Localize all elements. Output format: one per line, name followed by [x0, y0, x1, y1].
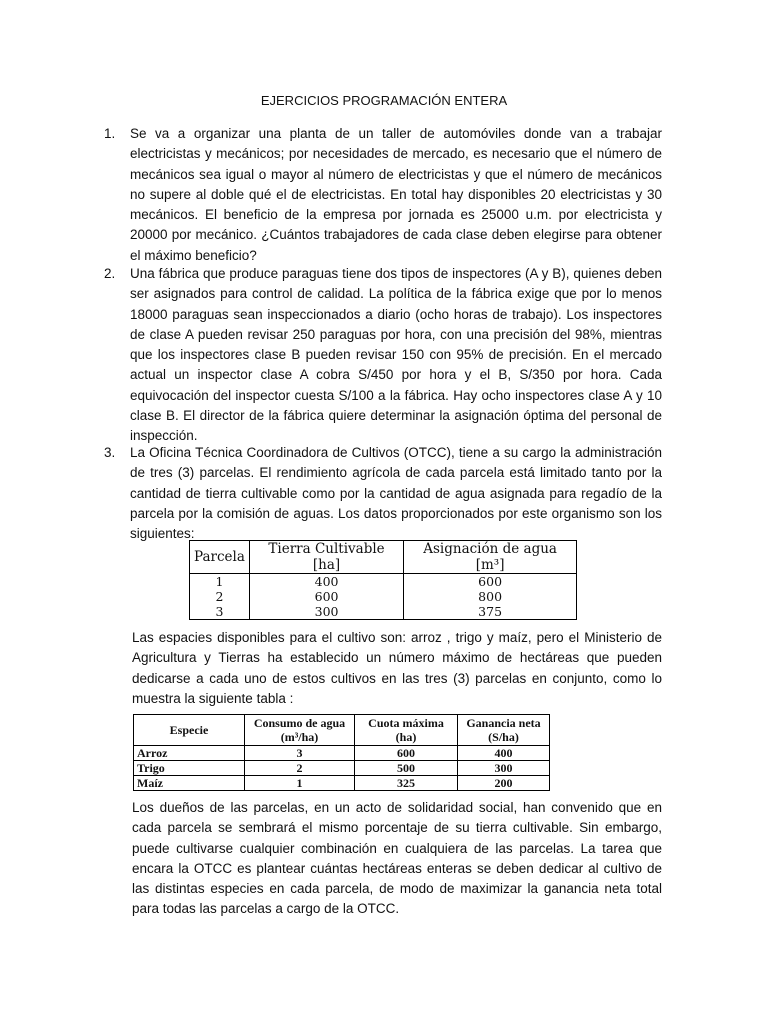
table-row — [134, 746, 550, 761]
column-header: Tierra Cultivable [ha] — [249, 541, 403, 574]
table-cell: 1 — [245, 776, 355, 791]
table-cell: Maíz — [134, 776, 245, 791]
table-cell: 2 — [190, 589, 250, 604]
column-header: Consumo de agua (m³/ha) — [245, 715, 355, 746]
table-row — [190, 574, 577, 590]
table-header-row — [134, 715, 550, 746]
table-header-row — [190, 541, 577, 574]
table-cell: 300 — [458, 761, 550, 776]
problem-text: Una fábrica que produce paraguas tiene dos tipos de inspectores (A y B), quienes deben ser asignados para control de calidad. La política de la fábrica exige que por lo menos 18000 paraguas sean inspeccionados a diario (ocho horas de trabajo). Los inspectores de clase A pueden revisar 250 paraguas por hora, con una precisión del 98%, mientras que los inspectores clase B pueden revisar 150 con 95% de precisión. En el mercado actual un inspector clase A cobra S/450 por hora y el B, S/350 por hora. Cada equivocación del inspector cuesta S/100 a la fábrica. Hay ocho inspectores clase A y 10 clase B. El director de la fábrica quiere determinar la asignación óptima del personal de inspección. — [130, 266, 662, 444]
table-cell: 3 — [245, 746, 355, 761]
problem-text: La Oficina Técnica Coordinadora de Cultivos (OTCC), tiene a su cargo la administración de tres (3) parcelas. El rendimiento agrícola de cada parcela está limitado tanto por la cantidad de tierra cultivable como por la cantidad de agua asignada para regadío de la parcela por la comisión de aguas. Los datos proporcionados por este organismo son los siguientes: — [130, 445, 662, 542]
problem-number: 1. — [104, 126, 116, 141]
problem-text: Se va a organizar una planta de un taller de automóviles donde van a trabajar electricistas y mecánicos; por necesidades de mercado, es necesario que el número de mecánicos sea igual o mayor al número de electricistas y que el número de mecánicos no supere al doble qué el de electricistas. En total hay disponibles 20 electricistas y 30 mecánicos. El beneficio de la empresa por jornada es 25000 u.m. por electricista y 20000 por mecánico. ¿Cuántos trabajadores de cada clase deben elegirse para obtener el máximo beneficio? — [130, 126, 662, 263]
problem-number: 2. — [104, 266, 116, 281]
problem-number: 3. — [104, 445, 116, 460]
column-header: Ganancia neta (S/ha) — [458, 715, 550, 746]
table-cell: 400 — [249, 574, 403, 590]
table-cell: 400 — [458, 746, 550, 761]
table-row — [190, 604, 577, 620]
column-header: Cuota máxima (ha) — [355, 715, 458, 746]
table-cell: 600 — [249, 589, 403, 604]
column-header: Asignación de agua [m³] — [404, 541, 577, 574]
table-cell: Trigo — [134, 761, 245, 776]
table-cell: 325 — [355, 776, 458, 791]
parcel-table — [189, 540, 577, 620]
species-table — [133, 714, 550, 791]
final-paragraph: Los dueños de las parcelas, en un acto de solidaridad social, han convenido que en cada parcela se sembrará el mismo porcentaje de su tierra cultivable. Sin embargo, puede cultivarse cualquier combinación en cualquiera de las parcelas. La tarea que encara la OTCC es plantear cuántas hectáreas enteras se deben dedicar al cultivo de las distintas especies en cada parcela, de modo de maximizar la ganancia neta total para todas las parcelas a cargo de la OTCC. — [132, 800, 662, 917]
table-cell: 600 — [355, 746, 458, 761]
table-cell: 500 — [355, 761, 458, 776]
table-cell: Arroz — [134, 746, 245, 761]
document-title: EJERCICIOS PROGRAMACIÓN ENTERA — [260, 93, 508, 108]
table-cell: 800 — [404, 589, 577, 604]
table-row — [134, 761, 550, 776]
table-cell: 600 — [404, 574, 577, 590]
table-row — [134, 776, 550, 791]
table-cell: 3 — [190, 604, 250, 620]
table-cell: 2 — [245, 761, 355, 776]
table-cell: 200 — [458, 776, 550, 791]
table-cell: 1 — [190, 574, 250, 590]
table-cell: 300 — [249, 604, 403, 620]
table-row — [190, 589, 577, 604]
species-paragraph: Las espacies disponibles para el cultivo son: arroz , trigo y maíz, pero el Ministerio de Agricultura y Tierras ha establecido un número máximo de hectáreas que pueden dedicarse a cada uno de estos cultivos en las tres (3) parcelas en conjunto, como lo muestra la siguiente tabla : — [132, 630, 662, 706]
column-header: Parcela — [190, 541, 250, 574]
table-cell: 375 — [404, 604, 577, 620]
column-header: Especie — [134, 715, 245, 746]
